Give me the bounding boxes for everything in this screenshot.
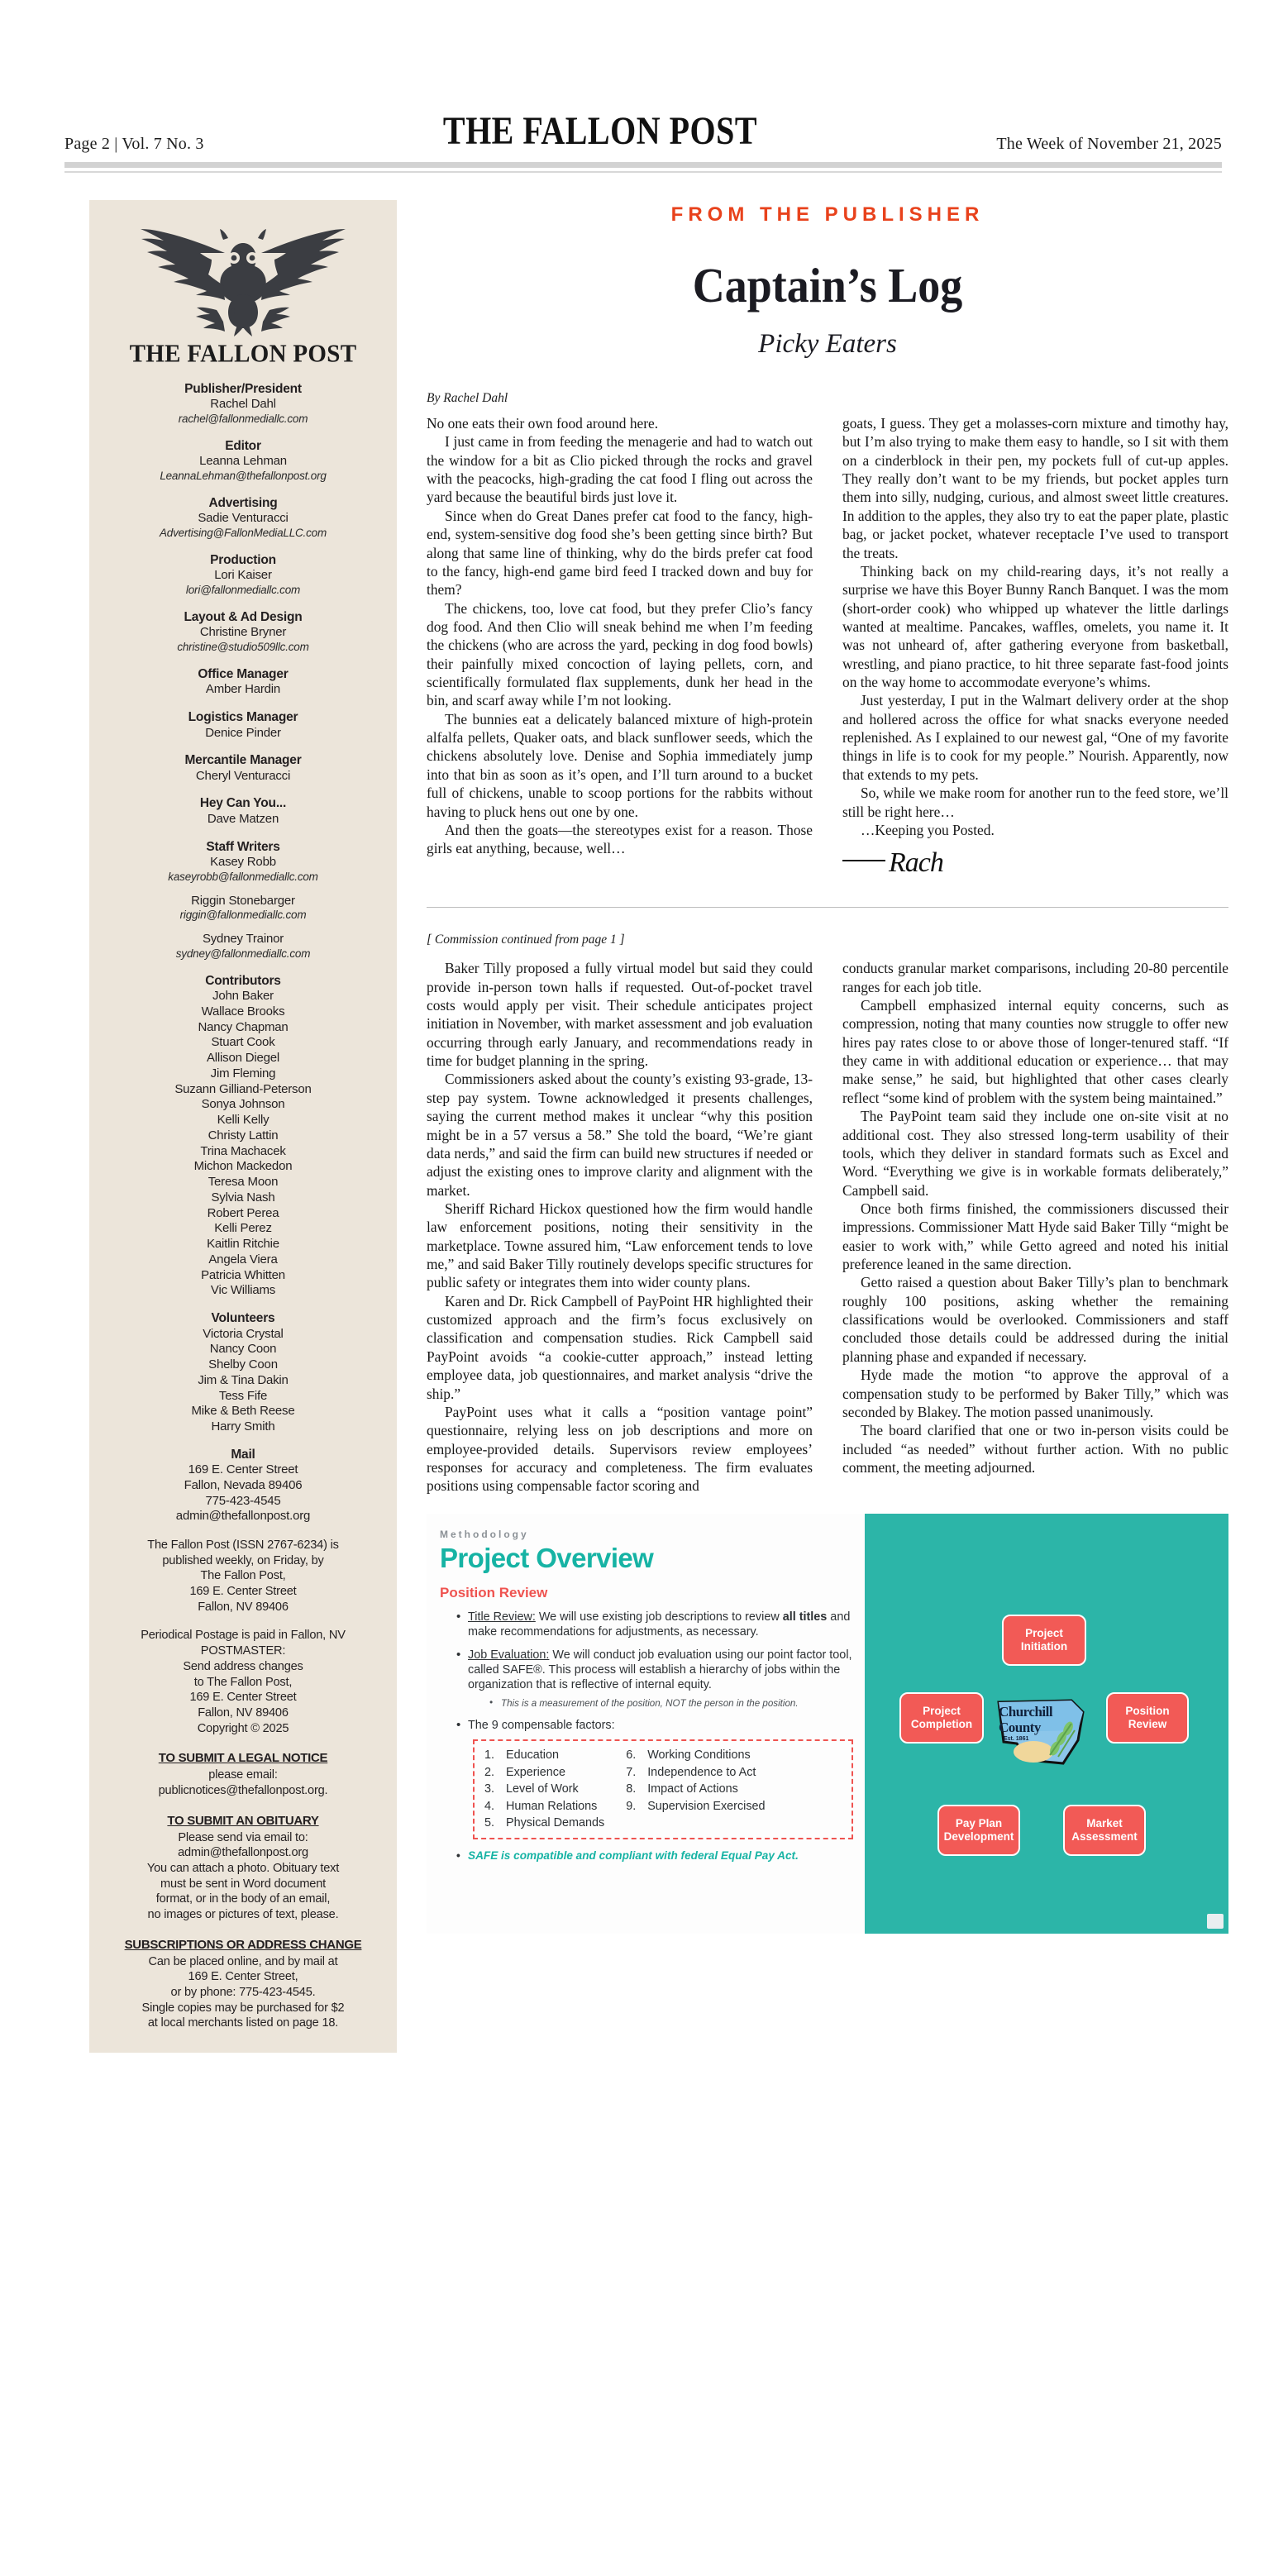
article-columns — [427, 414, 1228, 879]
diagram-node-market-assessment: Market Assessment — [1063, 1805, 1146, 1856]
contributor-name: Allison Diegel — [206, 1051, 280, 1066]
issn-line: published weekly, on Friday, by — [162, 1553, 324, 1567]
bullet-subnote: • This is a measurement of the position, NOT the person in the position. — [489, 1698, 853, 1710]
contributor-name: Sylvia Nash — [211, 1190, 275, 1205]
factors-right-list — [626, 1747, 765, 1831]
paragraph: No one eats their own food around here. — [427, 415, 659, 432]
volunteer-name: Victoria Crystal — [203, 1326, 284, 1341]
writer-email[interactable]: sydney@fallonmediallc.com — [175, 947, 311, 960]
bullet-text: We will conduct job evaluation using our point factor tool, called SAFE®. This process will establish a hierarchy of jobs within the organization that is reflective of internal equity. — [468, 1648, 852, 1692]
diagram-node-project-initiation: Project Initiation — [1002, 1615, 1086, 1666]
issn-block — [103, 1538, 384, 1615]
commission-columns — [427, 959, 1228, 1495]
bullet-bold-text: all titles — [782, 1610, 828, 1624]
seal-established: Est. 1861 — [1004, 1735, 1029, 1742]
staff-email[interactable]: LeannaLehman@thefallonpost.org — [160, 470, 327, 483]
contributor-name: Angela Viera — [208, 1252, 278, 1267]
contributor-name: Sonya Johnson — [201, 1097, 285, 1112]
article-byline: By Rachel Dahl — [427, 391, 508, 405]
obituary-line: Please send via email to: — [178, 1830, 308, 1844]
safe-compliance-note: • SAFE is compatible and compliant with federal Equal Pay Act. — [456, 1849, 853, 1862]
factor-label: Physical Demands — [506, 1815, 605, 1829]
staff-role: Advertising — [208, 496, 278, 510]
commission-column-2 — [842, 959, 1228, 1495]
article-column-2 — [842, 414, 1228, 879]
paragraph: The chickens, too, love cat food, but they prefer Clio’s fancy dog food. And then Clio will sneak behind me when I’m feeding the chickens (who are across the yard, pecking in dog food bowls) their painfully mixed concoction of laying pellets, corn, and scientifically formulated flax supplements, dunk her head in the bin, and scarf away while I’m not looking. — [427, 599, 813, 709]
diagram-node-project-completion: Project Completion — [899, 1692, 984, 1744]
staff-role: Hey Can You... — [199, 796, 287, 811]
subscriptions-heading: SUBSCRIPTIONS OR ADDRESS CHANGE — [124, 1937, 362, 1952]
paragraph: Campbell emphasized internal equity concerns, such as compression, noting that many counties now struggle to offer new hires pay rates close to or above those of longer-tenured staff. “If they came in with additional education or experience… that may make sense,” he said, but highlighted that other cases clearly reflect “some kind of problem with the system being maintained.” — [842, 996, 1228, 1106]
bullet-text-a: We will use existing job descriptions to review — [535, 1610, 783, 1624]
staff-role: Editor — [225, 439, 261, 453]
paragraph: …Keeping you Posted. — [861, 821, 995, 838]
issn-line: 169 E. Center Street — [189, 1585, 297, 1599]
factor-label: Experience — [506, 1765, 565, 1779]
paragraph: goats, I guess. They get a molasses-corn mixture and timothy hay, but I’m also trying to make them easy to handle, so I sit with them on a cinderblock in their pen, my pockets full of cut-up apples. They really don’t want to be my friends, but pocket apples turn them into silly, nudging, curious, and almost sweet little creatures. In addition to the apples, they also try to eat the paper plate, plastic bag, or jacket pocket, whatever receptacle I’ve used to transport the treats. — [842, 415, 1228, 561]
factor-item: 5. Physical Demands — [484, 1815, 605, 1829]
factor-label: Impact of Actions — [647, 1782, 738, 1796]
paragraph: conducts granular market comparisons, including 20-80 percentile ranges for each job title. — [842, 960, 1228, 995]
paragraph: The PayPoint team said they include one on-site visit at no additional cost. They also stressed long-term usability of their tools, which they deliver in standard formats such as Excel and Word. “Everything we give is in workable formats deliberately,” Campbell said. — [842, 1108, 1228, 1199]
paragraph: Sheriff Richard Hickox questioned how the firm would handle law enforcement positions, noting their sensitivity in the marketplace. Towne assured him, “Law enforcement tends to love me,” and said Baker Tilly routinely develops specific structures for public safety or integrates them into wider county plans. — [427, 1200, 813, 1291]
subscriptions-line: Single copies may be purchased for $2 — [141, 2001, 345, 2015]
section-divider — [427, 907, 1228, 908]
header-rule-thin — [64, 171, 1222, 173]
postal-line: Periodical Postage is paid in Fallon, NV — [141, 1629, 346, 1643]
diagram-node-position-review: Position Review — [1106, 1692, 1189, 1744]
paragraph: Commissioners asked about the county’s existing 93-grade, 13-step pay system. Towne acknowledged it presents challenges, saying the current method makes it unclear “why this position might be in a 57 versus a 58.” She told the board, “We’re giant data nerds,” and said the firm can build new structures if needed or adjust the existing ones to improve clarity and alignment with the market. — [427, 1071, 813, 1199]
writer-name: Riggin Stonebarger — [191, 893, 295, 908]
mail-email[interactable]: admin@thefallonpost.org — [175, 1509, 311, 1524]
spacer — [103, 923, 384, 932]
staff-writers-heading: Staff Writers — [206, 839, 280, 854]
staff-name: Leanna Lehman — [199, 454, 287, 469]
contributor-name: Christy Lattin — [208, 1128, 279, 1143]
seal-line-1: Churchill — [999, 1703, 1053, 1720]
obituary-line: You can attach a photo. Obituary text — [146, 1861, 340, 1875]
paragraph: The board clarified that one or two in-person visits could be included “as needed” without further action. With no public comment, the meeting adjourned. — [842, 1422, 1228, 1476]
writer-email[interactable]: kaseyrobb@fallonmediallc.com — [168, 870, 318, 883]
obituary-line: no images or pictures of text, please. — [147, 1907, 339, 1921]
staff-role: Production — [210, 553, 276, 567]
seal-line-2: County — [999, 1719, 1041, 1735]
article-headline: Captain’s Log — [692, 258, 963, 312]
slide-title: Project Overview — [440, 1542, 654, 1573]
contributor-name: Jim Fleming — [210, 1066, 276, 1080]
subscriptions-phone[interactable]: or by phone: 775-423-4545. — [170, 1985, 316, 1999]
factor-label: Education — [506, 1748, 560, 1763]
factor-label: Level of Work — [506, 1782, 579, 1796]
staff-role: Mercantile Manager — [184, 753, 302, 768]
slide-text-panel — [427, 1514, 865, 1934]
staff-role: Logistics Manager — [188, 710, 298, 725]
issn-line: Fallon, NV 89406 — [198, 1600, 289, 1614]
compensable-factors-box — [473, 1739, 853, 1839]
staff-name: Dave Matzen — [207, 811, 279, 826]
staff-name: Rachel Dahl — [210, 397, 276, 412]
paragraph: Once both firms finished, the commissioners discussed their impressions. Commissioner Matt Hyde said Baker Tilly “might be easier to work with,” while Getto agreed and noted his initial preference leaned in the same direction. — [842, 1200, 1228, 1273]
subscriptions-line: Can be placed online, and by mail at — [148, 1954, 338, 1968]
paragraph: So, while we make room for another run to the feed store, we’ll still be right here… — [842, 785, 1228, 820]
bullet-label: Job Evaluation: — [468, 1648, 550, 1662]
writer-name: Kasey Robb — [210, 854, 276, 869]
legal-notice-body — [103, 1767, 384, 1798]
issn-line: The Fallon Post (ISSN 2767-6234) is — [147, 1538, 339, 1553]
volunteers-heading: Volunteers — [211, 1311, 275, 1326]
factors-left-list — [484, 1747, 604, 1831]
main-content — [427, 200, 1228, 1934]
contributor-name: Kelli Perez — [214, 1221, 272, 1236]
factor-item: 1. Education — [484, 1748, 560, 1763]
owl-logo-icon — [119, 215, 367, 339]
factor-item: 6. Working Conditions — [626, 1748, 751, 1763]
staff-name: Amber Hardin — [205, 682, 281, 697]
postal-line: POSTMASTER: — [200, 1644, 286, 1658]
contributor-name: Michon Mackedon — [193, 1159, 293, 1174]
bullet-text-b: and make recommendations for adjustments, as necessary. — [468, 1610, 851, 1639]
factor-item: 7. Independence to Act — [626, 1765, 756, 1779]
mail-phone[interactable]: 775-423-4545 — [205, 1493, 281, 1508]
commission-column-1 — [427, 959, 813, 1495]
obituary-email[interactable]: admin@thefallonpost.org — [178, 1846, 308, 1860]
volunteer-name: Jim & Tina Dakin — [198, 1372, 289, 1387]
factor-item: 3. Level of Work — [484, 1782, 579, 1796]
volunteer-name: Nancy Coon — [209, 1342, 277, 1357]
author-signature — [842, 847, 1228, 879]
paragraph: Just yesterday, I put in the Walmart delivery order at the shop and hollered across the office for what snacks everyone needed replenished. As I explained to our newest gal, “One of my favorite things in life is to cook for my people.” Nourish. Apparently, now that extends to my pets. — [842, 692, 1228, 783]
contributor-name: John Baker — [212, 989, 274, 1004]
contributors-heading: Contributors — [205, 973, 281, 988]
article-subhead: Picky Eaters — [758, 329, 897, 359]
writer-email[interactable]: riggin@fallonmediallc.com — [179, 909, 307, 922]
staff-name: Christine Bryner — [199, 625, 287, 640]
bullet-title-review — [456, 1610, 853, 1640]
bullet-job-evaluation — [456, 1648, 853, 1710]
volunteer-name: Mike & Beth Reese — [191, 1404, 295, 1419]
slide-eyebrow: Methodology — [440, 1528, 529, 1540]
postal-block — [103, 1628, 384, 1736]
contributor-name: Robert Perea — [207, 1205, 279, 1220]
folio: Page 2 | Vol. 7 No. 3 — [64, 135, 204, 153]
paragraph: Since when do Great Danes prefer cat food to the fancy, high-end, system-sensitive dog food she’s been getting since birth? But along that same line of thinking, why do the birds prefer cat food to the fancy, high-end game bird feed I tracked down and buy for them? — [427, 507, 813, 599]
contributor-name: Kelli Kelly — [217, 1113, 270, 1128]
postal-line: Send address changes — [183, 1659, 303, 1673]
contributor-name: Kaitlin Ritchie — [207, 1237, 279, 1252]
subscriptions-line: at local merchants listed on page 18. — [147, 2016, 339, 2030]
writer-name: Sydney Trainor — [202, 932, 284, 947]
bullet-label: Title Review: — [468, 1610, 536, 1624]
factor-item: 2. Experience — [484, 1765, 565, 1779]
staff-email[interactable]: lori@fallonmediallc.com — [185, 584, 301, 597]
volunteer-name: Shelby Coon — [208, 1357, 278, 1371]
mail-line: Fallon, Nevada 89406 — [184, 1477, 303, 1492]
section-kicker: FROM THE PUBLISHER — [670, 203, 985, 226]
paragraph: Thinking back on my child-rearing days, it’s not really a surprise we have this Boyer Bunny Ranch Banquet. I was the mom (short-order cook) who whipped up whatever the little darlings wanted at mealtime. Pancakes, waffles, omelets, you name it. It was not unheard of, after gathering everyone from basketball, wrestling, and piano practice, to hit three separate fast-food joints on the way home to accommodate everyone’s whims. — [842, 562, 1228, 691]
contributor-name: Teresa Moon — [208, 1175, 279, 1190]
obituary-heading: TO SUBMIT AN OBITUARY — [167, 1813, 319, 1828]
factor-label: Working Conditions — [647, 1748, 751, 1763]
signature-text: Rach — [889, 847, 943, 879]
contributor-name: Patricia Whitten — [201, 1267, 285, 1282]
legal-notice-email[interactable]: publicnotices@thefallonpost.org. — [158, 1783, 328, 1797]
postal-line: 169 E. Center Street — [189, 1691, 297, 1705]
staff-name: Sadie Venturacci — [198, 511, 289, 526]
project-overview-graphic — [427, 1514, 1228, 1934]
staff-email[interactable]: rachel@fallonmediallc.com — [178, 413, 308, 426]
paragraph: Karen and Dr. Rick Campbell of PayPoint HR highlighted their customized approach and the firm’s focus exclusively on classification and compensation studies. Rick Campbell said PayPoint avoids “a cookie-cutter approach,” instead letting employee data, job questionnaires, and market analysis “drive the ship.” — [427, 1292, 813, 1402]
paragraph: I just came in from feeding the menagerie and had to watch out the window for a bit as Clio picked through the rocks and gravel with the peacocks, high-grading the cat food I fling out across the yard because the beautiful birds just love it. — [427, 433, 813, 506]
staff-name: Denice Pinder — [205, 725, 281, 740]
page-header — [64, 108, 1222, 154]
issn-line: The Fallon Post, — [200, 1569, 286, 1583]
project-cycle-diagram — [865, 1514, 1228, 1934]
postal-line: to The Fallon Post, — [193, 1675, 293, 1689]
article-column-1 — [427, 414, 813, 879]
factor-item: 4. Human Relations — [484, 1799, 598, 1813]
staff-role: Layout & Ad Design — [184, 610, 303, 624]
header-rule-thick — [64, 162, 1222, 168]
staff-email[interactable]: christine@studio509llc.com — [177, 641, 309, 654]
contributor-name: Nancy Chapman — [198, 1019, 289, 1034]
subscriptions-line: 169 E. Center Street, — [188, 1970, 298, 1984]
postal-line: Copyright © 2025 — [197, 1721, 289, 1735]
mail-heading: Mail — [231, 1447, 255, 1462]
volunteer-name: Tess Fife — [218, 1388, 268, 1403]
staff-role: Office Manager — [198, 667, 289, 681]
factor-item: 9. Supervision Exercised — [626, 1799, 766, 1813]
legal-notice-heading: TO SUBMIT A LEGAL NOTICE — [158, 1751, 328, 1766]
obituary-line: must be sent in Word document — [160, 1877, 326, 1891]
legal-notice-line: please email: — [208, 1768, 278, 1782]
slide-corner-logo — [1207, 1914, 1224, 1929]
subscriptions-body — [103, 1954, 384, 2031]
paragraph: Baker Tilly proposed a fully virtual model but said they could provide in-person town halls if requested. Out-of-pocket travel costs would apply per visit. Their schedule anticipates project initiation in November, with market assessment and job evaluation occurring through early January, and recommendations ready in time for budget planning in the spring. — [427, 960, 813, 1070]
obituary-body — [103, 1830, 384, 1923]
dateline: The Week of November 21, 2025 — [996, 135, 1222, 153]
bullet-compensable-factors — [456, 1718, 853, 1840]
factor-label: Independence to Act — [647, 1765, 756, 1779]
staff-email[interactable]: Advertising@FallonMediaLLC.com — [159, 527, 327, 540]
factor-item: 8. Impact of Actions — [626, 1782, 738, 1796]
volunteer-name: Harry Smith — [211, 1419, 275, 1433]
contributor-name: Trina Machacek — [200, 1143, 286, 1158]
signature-dash — [842, 860, 885, 861]
slide-bullet-list — [440, 1610, 853, 1840]
slide-section-heading: Position Review — [440, 1584, 548, 1600]
paper-title: THE FALLON POST — [442, 108, 758, 153]
factor-label: Supervision Exercised — [647, 1799, 766, 1813]
staff-name: Lori Kaiser — [214, 568, 272, 583]
paragraph: And then the goats—the stereotypes exist for a reason. Those girls eat anything, because, well… — [427, 821, 813, 857]
staff-name: Cheryl Venturacci — [195, 768, 291, 783]
contributor-name: Vic Williams — [210, 1283, 276, 1298]
paragraph: The bunnies eat a delicately balanced mixture of high-protein alfalfa pellets, Quaker oats, and black sunflower seeds, which the chickens absolutely love. Denise and Sophia immediately jump into that bin as soon as it’s open, and I’ll turn around to a bucket full of chickens, unable to scoop portions for the rabbits without having to pluck hens out one by one. — [427, 710, 813, 820]
paragraph: PayPoint uses what it calls a “position vantage point” questionnaire, relying less on job descriptions and more on employee-provided details. Supervisors review employees’ responses for accuracy and completeness. The firm evaluates positions using compensable factor scoring and — [427, 1403, 813, 1495]
postal-line: Fallon, NV 89406 — [198, 1705, 289, 1720]
factor-label: Human Relations — [506, 1799, 598, 1813]
paragraph: Hyde made the motion “to approve the approval of a compensation study to be performed by Baker Tilly,” which was seconded by Blakey. The motion passed unanimously. — [842, 1367, 1228, 1420]
churchill-county-seal — [992, 1694, 1091, 1765]
diagram-node-pay-plan-development: Pay Plan Development — [937, 1805, 1020, 1856]
staff-box — [89, 200, 397, 2053]
bullet-text: The 9 compensable factors: — [468, 1718, 615, 1732]
staff-role: Publisher/President — [184, 382, 302, 396]
sidebar-logo-text: THE FALLON POST — [129, 340, 357, 368]
spacer — [103, 885, 384, 894]
paragraph: Getto raised a question about Baker Tilly’s plan to benchmark roughly 100 positions, asking whether the remaining classifications would be overlooked. Commissioners and staff concluded those details could be addressed during the initial planning phase and expanded if necessary. — [842, 1274, 1228, 1365]
obituary-line: format, or in the body of an email, — [155, 1892, 331, 1906]
contributor-name: Suzann Gilliand-Peterson — [174, 1081, 312, 1096]
contributor-name: Wallace Brooks — [201, 1004, 285, 1018]
mail-line: 169 E. Center Street — [188, 1462, 298, 1477]
contributor-name: Stuart Cook — [211, 1035, 275, 1050]
continued-note: [ Commission continued from page 1 ] — [427, 933, 625, 947]
